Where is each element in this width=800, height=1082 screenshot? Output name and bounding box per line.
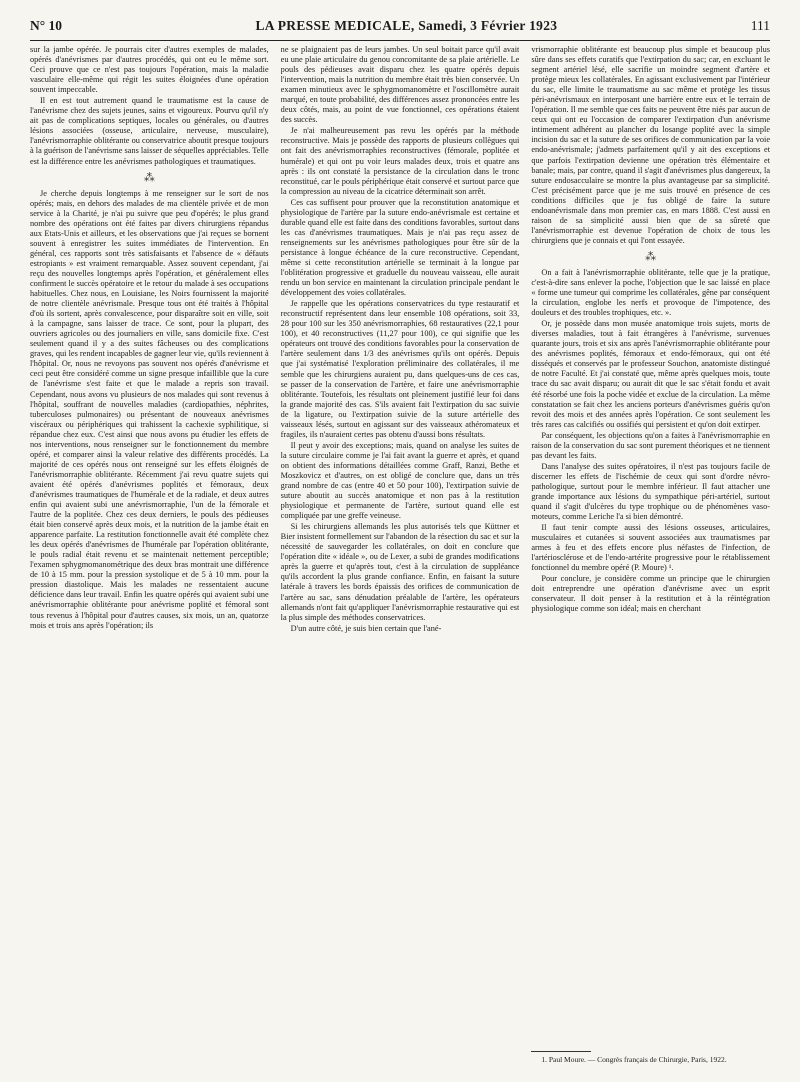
- page-number: 111: [750, 18, 770, 33]
- journal-title: LA PRESSE MEDICALE, Samedi, 3 Février 1923: [255, 18, 558, 33]
- header-rule: [30, 40, 770, 41]
- paragraph: ne se plaignaient pas de leurs jambes. Un seul boitait parce qu'il avait eu une plaie articulaire du genou concomitante de sa plaie artérielle. Le pouls des pédieuses avait disparu chez les quatre opérés depuis l'intervention, mais la nutrition du membre était très bien conservée. Un examen minutieux avec le sphygmomanomètre et l'oscillomètre aurait marqué, en toute probabilité, des différences assez prononcées entre les deux côtés, mais, au point de vue fonctionnel, ces opérations étaient des succès.: [280, 45, 520, 125]
- paragraph: Je n'ai malheureusement pas revu les opérés par la méthode reconstructive. Mais je possède des rapports de plusieurs collègues qui ont fait des anévrismorraphies reconstructives (fémorale, poplitée et humérale) et qui ont pu voir leurs malades deux, trois et quatre ans après : ils ont constaté la persistance de la circulation dans le tronc reconstitué, car le pouls périphérique était conservé et surtout parce que la compression au niveau de la cicatrice déterminait son arrêt.: [280, 126, 520, 196]
- paragraph: Pour conclure, je considère comme un principe que le chirurgien doit entreprendre une opération d'anévrisme avec un esprit conservateur. Il doit penser à la restitution et à la réintégration physiologique comme son idéal; mais en cherchant: [531, 574, 771, 614]
- paragraph: Dans l'analyse des suites opératoires, il n'est pas toujours facile de discerner les effets de l'ischémie de ceux qui sont d'ordre névro-pathologique, surtout pour le membre inférieur. Il faut attacher une grande importance aux lésions du sympathique péri-artériel, surtout quand il s'agit d'ulcères du type trophique ou de phénomènes vaso-moteurs, comme Leriche l'a si bien démontré.: [531, 461, 771, 522]
- column-3: [531, 45, 770, 1065]
- paragraph: Or, je possède dans mon musée anatomique trois sujets, morts de diverses maladies, tout à fait étrangères à l'anévrisme, survenues quarante jours, trois et six ans après l'anévrismorraphie oblitérante pour des anévrismes poplités, fémoraux et endo-fémoraux, qui ont été disséqués et conservés par le professeur Souchon, anatomiste distingué de notre Faculté. Et j'ai constaté que, même après quelques mois, toute trace du sac avait disparu; ou aurait dit que le sac s'était fondu et avait été résorbé une fois la poche vidée et exclue de la circulation. La même constatation se fait chez les anciens porteurs d'anévrismes guéris qu'on revoit des mois et des années après l'opération. Ce sont seulement les très rares cas calcifiés ou ossifiés qui persistent et qu'on doit extirper.: [531, 319, 771, 429]
- paragraph: Il en est tout autrement quand le traumatisme est la cause de l'anévrisme chez des sujets jeunes, sains et vigoureux. Pourvu qu'il n'y ait pas de complications septiques, locales ou générales, ou d'autres lésions associées (osseuse, articulaire, nerveuse, musculaire), l'anévrismorraphie oblitérante ou conservatrice aboutit presque toujours à la guérison de l'anévrisme sans laisser de séquelles appréciables. Telle est la différence entre les anévrismes pathologiques et traumatiques.: [30, 96, 269, 166]
- paragraph: sur la jambe opérée. Je pourrais citer d'autres exemples de malades, opérés d'anévrismes par d'autres procédés, qui ont eu le même sort. Ceci prouve que ce n'est pas toujours l'opération, mais la maladie vasculaire elle-même qui régit les suites éloignées d'une opération souvent impeccable.: [30, 45, 269, 95]
- page-header: [30, 18, 770, 38]
- section-separator: ⁂: [143, 171, 155, 184]
- paragraph: Il faut tenir compte aussi des lésions osseuses, articulaires, musculaires et cutanées si souvent associées aux traumatismes par armes à feu et des effets encore plus néfastes de l'infection, de l'artériosclérose et de l'endo-artérite progressive pour le rétablissement fonctionnel du membre opéré (P. Moure) ¹.: [531, 523, 771, 573]
- paragraph: Si les chirurgiens allemands les plus autorisés tels que Küttner et Bier insistent formellement sur l'abandon de la résection du sac et sur la nécessité de sauvegarder les collatérales, on doit en conclure que l'opération dite « idéale », ou de Lexer, a subi de grandes modifications après la guerre et qu'après tout, c'est à la circulation de suppléance qu'ils accordent la plus grande confiance. Enfin, en faisant la suture latérale à travers les bords épaissis des orifices de communication de l'artère au sac, sans dénudation préalable de l'artère, les opérateurs allemands n'ont fait qu'appliquer l'anévrismorraphie restaurative qui est la plus simple des méthodes conservatrices.: [280, 522, 520, 622]
- paragraph: Je rappelle que les opérations conservatrices du type restauratif et reconstructif représentent dans leur ensemble 108 opérations, soit 33, 28 pour 100 sur les 350 anévrismorraphies, 68 restauratives (22,1 pour 100), et 40 reconstructives (11,27 pour 100), ce qui signifie que les opérateurs ont trouvé des conditions favorables pour la conservation de l'artère seulement dans 1/3 des anévrismes qu'ils ont opérés. Depuis que j'ai systématisé l'exploration préliminaire des collatérales, il me semble que les chirurgiens auraient pu, dans quelques-uns de ces cas, se passer de la conservation de l'artère, et faire une anévrismorraphie oblitérante. Toutefois, les résultats ont pleinement justifié leur foi dans la grande majorité des cas. S'ils avaient fait l'extirpation du sac suivie de la ligature, ou l'extirpation suivie de la suture artérielle des vaisseaux lésés, surtout en agissant sur des vaisseaux athéromateux et fragiles, ils n'auraient certes pas obtenu d'aussi bons résultats.: [280, 299, 520, 439]
- footnote-rule: [531, 1051, 591, 1052]
- column-1: [30, 45, 269, 1065]
- column-2: [281, 45, 520, 1065]
- article-columns: [30, 45, 770, 1065]
- section-separator: ⁂: [645, 250, 657, 263]
- paragraph: Par conséquent, les objections qu'on a faites à l'anévrismorraphie en raison de la conservation du sac sont purement théoriques et ne tiennent pas devant les faits.: [531, 430, 771, 460]
- paragraph: On a fait à l'anévrismorraphie oblitérante, telle que je la pratique, c'est-à-dire sans enlever la poche, l'objection que le sac laissé en place « forme une tumeur qui comprime les collatérales, gêne par conséquent la circulation, englobe les nerfs et provoque de l'impotence, des douleurs et des troubles trophiques, etc. ».: [531, 267, 771, 318]
- paragraph: Ces cas suffisent pour prouver que la reconstitution anatomique et physiologique de l'artère par la suture endo-anévrismale est certaine et durable quand elle est faite dans des conditions favorables, surtout dans les cas d'anévrismes traumatiques. Mais je n'ai pas reçu assez de renseignements sur les anévrismes pathologiques pour être sûr de la persistance à longue échéance de la cure reconstructive. Cependant, même si cette reconstitution artérielle se terminait à la longue par l'oblitération progressive et graduelle du nouveau vaisseau, elle aurait rendu un bon service en maintenant la circulation principale pendant le développement des voies collatérales.: [280, 197, 520, 298]
- paragraph: vrismorraphie oblitérante est beaucoup plus simple et beaucoup plus sûre dans ses effets curatifs que l'extirpation du sac; car, en excluant le segment artériel lésé, elle sacrifie un moindre segment d'artère et protège mieux les collatérales. En agissant exclusivement par l'intérieur du sac, elle limite le traumatisme au sac même et protège les tissus péri-anévrismaux en interposant une barrière entre eux et le terrain de l'opération. Il me semble que ces faits ne peuvent être niés par aucun de ceux qui ont eu l'occasion de comparer l'extirpation d'un anévrisme intimement adhérent au plancher du losange poplité avec la simple incision du sac et la suture de ses orifices de communication par la voie endo-anévrismale; j'admets parfaitement qu'il y ait des exceptions et que parfois l'extirpation devienne une opération très élémentaire et banale; mais, par contre, quand il s'agit d'anévrismes plus dangereux, la suture endosacculaire se montre la plus avantageuse par sa simplicité. C'est précisément parce que je me suis trouvé en présence de ces conditions difficiles que je fus obligé de faire la suture endoanévrismale dans mon premier cas, en mars 1888. C'est aussi en raison de sa simplicité aussi bien que de sa sûreté que l'anévrismorraphie est devenue l'opération de choix de tous les chirurgiens que je connais et qui l'ont essayée.: [531, 45, 771, 245]
- paragraph: D'un autre côté, je suis bien certain que l'ané-: [290, 623, 442, 633]
- issue-number: N° 10: [30, 18, 63, 33]
- footnote: 1. Paul Moure. — Congrès français de Chirurgie, Paris, 1922.: [541, 1055, 727, 1064]
- paragraph: Il peut y avoir des exceptions; mais, quand on analyse les suites de la suture circulaire comme je l'ai fait avant la guerre et après, et quand on obtient des informations détaillées comme Graff, Ranzi, Bethe et Moszkovicz et d'autres, on est obligé de conclure que, dans un très grand nombre de cas (entre 40 et 50 pour 100), l'extirpation suivie de suture aboutit au succès anatomique et non pas à la restitution physiologique et permanente de l'artère, surtout quand elle est compliquée par une greffe veineuse.: [280, 440, 520, 521]
- paragraph: Je cherche depuis longtemps à me renseigner sur le sort de nos opérés; mais, en dehors des malades de ma clientèle privée et de mon service à la Charité, je n'ai pu suivre que peu d'opérés; le plus grand nombre des opérations ont été faites par divers chirurgiens répandus aux Etats-Unis et ailleurs, et les observations que j'ai reçues se bornent souvent à enregistrer les suites immédiates de l'intervention. En général, ces rapports sont très satisfaisants et l'absence de « défauts estropiants » est vraiment remarquable. Assez souvent cependant, j'ai reçu des nouvelles longtemps après l'opération, et généralement elles confirment le succès opératoire et le retour du malade à ses occupations habituelles. Chez nous, en Louisiane, les Noirs fournissent la majorité de notre clientèle anévrismale. Presque tous ont été traités à l'hôpital d'où ils sortent, après convalescence, pour disparaître soit en ville, soit à la campagne, sans laisser de trace. Ce sont, pour la plupart, des ouvriers agricoles ou des journaliers en ville, sans domicile fixe. C'est seulement quand il y a des suites fâcheuses ou des complications graves, qui les rendent incapables de gagner leur vie, qu'ils reviennent à l'hôpital. Or, nous ne revoyons pas souvent nos opérés d'anévrisme et ceci peut être considéré comme un signe presque infaillible que la cure de l'anévrisme s'est faite et que le malade a repris son travail. Cependant, nous avons vu plusieurs de nos malades qui sont revenus à l'hôpital, souffrant de nouvelles maladies (cardiopathies, néphrites, tuberculoses pulmonaires) ou présentant de nouveaux anévrismes viscéraux ou périphériques qui trahissent la cachexie syphilitique, si répandue chez eux. C'est ainsi que nous avons pu étudier les effets de nos interventions, nous renseigner sur le fonctionnement du membre opéré, et comparer ainsi la valeur relative des différents procédés. La majorité de ces opérés nous ont renseigné sur les effets éloignés de l'anévrismorraphie oblitérante. Récemment j'ai revu quatre sujets qui avaient été opérés d'anévrismes poplités et fémoraux, deux d'anévrismes traumatiques de l'humérale et de la radiale, et deux autres enfin qui avaient subi une anévrismorraphie, l'un de la fémorale et l'autre de la poplitée. Chez ces deux derniers, le pouls des pédieuses était bien conservé après deux mois, et la nutrition de la jambe était en apparence parfaite. La restitution fonctionnelle avait été complète chez les deux opérés d'anévrismes de l'humérale par l'opération oblitérante, le pouls radial était revenu et se maintenait nettement perceptible; l'examen sphygmomanométrique des deux bras montrait une différence de 10 à 15 mm. pour la pression systolique et de 5 à 10 mm. pour la pression diastolique. Mais les malades ne ressentaient aucune déficience dans leur travail. Enfin les quatre opérés qui avaient subi une anévrismorraphie oblitérante pour anévrisme poplité et fémoral sont tous revenus à l'hôpital pour d'autres causes, six mois, un an, quatorze mois et trois ans après l'opération; ils: [30, 188, 269, 630]
